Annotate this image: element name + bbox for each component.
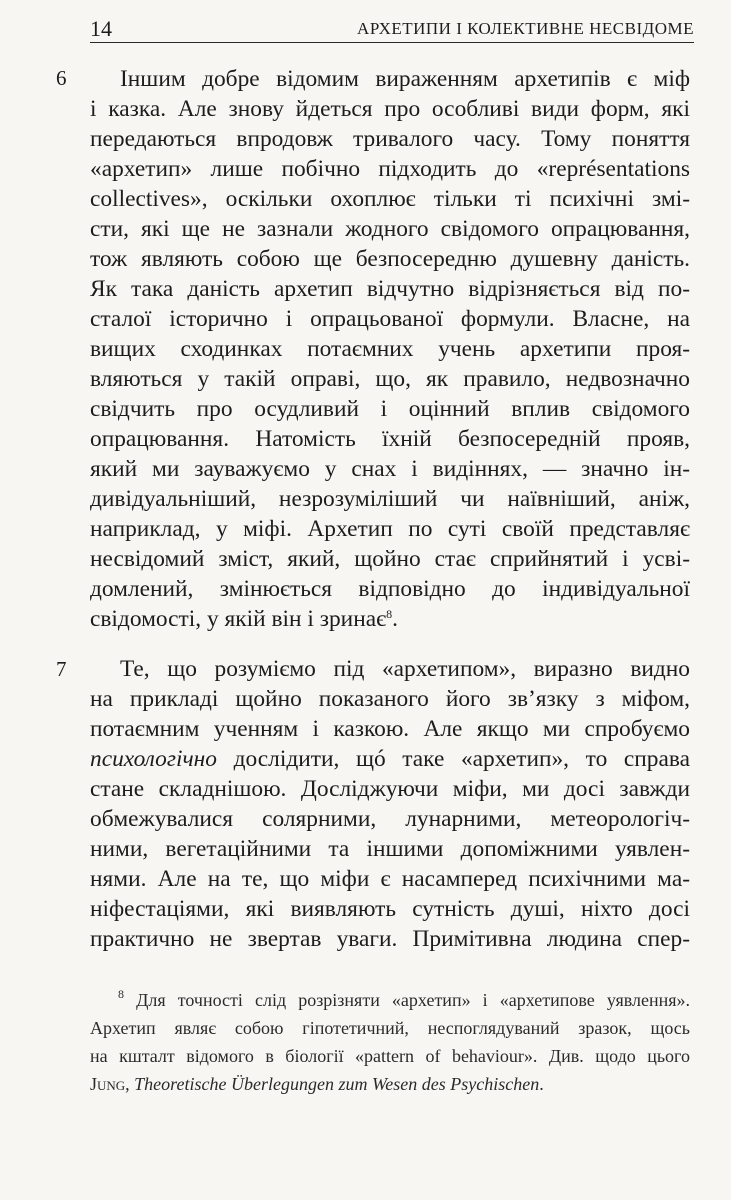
paragraph-6 [90,64,690,634]
text-line: домлений, змінюється відповідно до індивідуальної [90,576,690,602]
text-line: вляються у такій оправі, що, як правило, недвозначно [90,366,690,392]
text-line: на прикладі щойно показаного його зв’язку з міфом, [90,686,690,712]
footnote [90,986,690,1098]
text-line [90,604,690,634]
text-fragment: дослідити, щó таке «архетип», то справа [216,746,690,772]
footnote-line: Jung, Theoretische Überlegungen zum Wesen des Psychischen. [90,1074,544,1094]
text-line: несвідомий зміст, який, щойно стає сприйнятий і усві- [90,546,690,572]
end-punctuation: . [392,606,398,632]
footnote-line [90,986,690,1014]
end-punctuation: . [539,1074,544,1094]
footnote-line: на кшталт відомого в біології «pattern of behaviour». Див. щодо цього [90,1046,690,1066]
text-line: потаємним ученням і казкою. Але якщо ми спробуємо [90,716,690,742]
text-line: сталої історично і опрацьованої формули. Власне, на [90,306,690,332]
paragraph-number: 6 [56,66,67,90]
page-header [90,12,694,43]
text-fragment: свідомості, у якій він і зринає [90,606,387,632]
running-title: АРХЕТИПИ І КОЛЕКТИВНЕ НЕСВІДОМЕ [357,19,694,38]
italic-word: психологічно [90,746,217,772]
text-line: ніфестаціями, які виявляють сутність душі, ніхто досі [90,896,690,922]
text-line [90,744,690,774]
text-line: ними, вегетаційними та іншими допоміжними уявлен- [90,836,690,862]
footnote-title: Theoretische Überlegungen zum Wesen des Psychischen [134,1074,540,1094]
text-line: collectives», оскільки охоплює тільки ті психічні змі- [90,186,690,212]
text-line: дивідуальніший, незрозуміліший чи наївніший, аніж, [90,486,690,512]
text-line: Те, що розуміємо під «архетипом», виразно видно [120,656,690,682]
footnote-marker: 8 [118,987,124,1001]
text-line: сти, які ще не зазнали жодного свідомого опрацювання, [90,216,690,242]
text-line: наприклад, у міфі. Архетип по суті своїй представляє [90,516,690,542]
text-line: тож являють собою ще безпосередню душевну даність. [90,246,690,272]
paragraph-7 [90,654,690,954]
text-line: стане складнішою. Досліджуючи міфи, ми досі завжди [90,776,690,802]
text-line: який ми зауважуємо у снах і видіннях, — значно ін- [90,456,690,482]
text-line: передаються впродовж тривалого часу. Тому поняття [90,126,690,152]
footnote-text: Для точності слід розрізняти «архетип» і «архетипове уявлення». [136,990,690,1010]
text-line: Як така даність архетип відчутно відрізняється від по- [90,276,690,302]
footnote-author: Jung [90,1074,126,1094]
text-line: і казка. Але знову йдеться про особливі види форм, які [90,96,690,122]
text-line: опрацювання. Натомість їхній безпосередній прояв, [90,426,690,452]
text-line: свідчить про осудливий і оцінний вплив свідомого [90,396,690,422]
page-number: 14 [90,16,112,41]
text-line: практично не звертав уваги. Примітивна людина спер- [90,926,690,952]
text-line: «архетип» лише побічно підходить до «représentations [90,156,690,182]
text-line: вищих сходинках потаємних учень архетипи проя- [90,336,690,362]
text-line: Іншим добре відомим вираженням архетипів є міф [120,66,690,92]
text-line: обмежувалися солярними, лунарними, метеорологіч- [90,806,690,832]
text-line: нями. Але на те, що міфи є насамперед психічними ма- [90,866,690,892]
footnote-ref: 8 [386,607,393,621]
paragraph-number: 7 [56,657,67,681]
footnote-line: Архетип являє собою гіпотетичний, неспоглядуваний зразок, щось [90,1018,690,1038]
